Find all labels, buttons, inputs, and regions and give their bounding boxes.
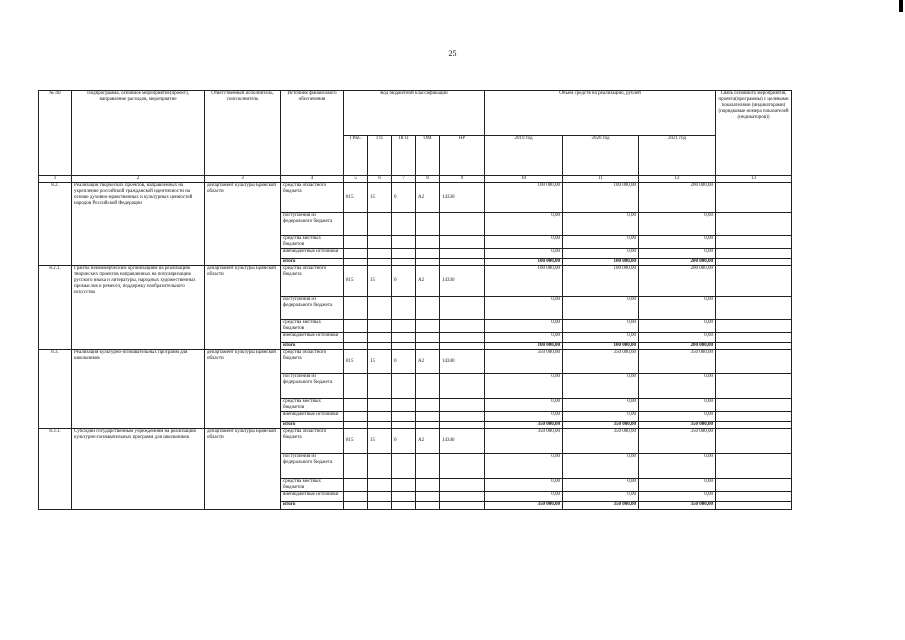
row-value: 100 000,00: [563, 259, 639, 266]
row-code: [344, 333, 368, 343]
row-code: [416, 259, 440, 266]
row-code: [440, 492, 485, 502]
row-code: [368, 399, 392, 412]
column-number: 1: [39, 176, 72, 183]
row-code: [416, 249, 440, 259]
row-code: [368, 412, 392, 422]
row-name: Реализация творческих проектов, направленных на укрепление российской гражданской идентичности на основе духовно-нравственных и культурных ценностей народов Российской Федерации: [72, 183, 205, 266]
row-link: [716, 479, 792, 492]
row-code: [368, 454, 392, 479]
row-link: [716, 249, 792, 259]
row-code: [344, 399, 368, 412]
row-value: 0,00: [485, 297, 563, 320]
row-value: 0,00: [639, 479, 716, 492]
header-kbk-nr: НР: [440, 136, 485, 176]
row-code: [344, 422, 368, 429]
row-code: [368, 422, 392, 429]
row-name: Гранты некоммерческим организациям на реализацию творческих проектов направленных на популяризацию русского языка и литературы, народных художественных промыслов и ремесел, поддержку изобразительного искусства: [72, 266, 205, 350]
row-code: [368, 297, 392, 320]
row-source: средства областного бюджета: [281, 183, 344, 213]
row-code: [344, 374, 368, 399]
row-code: [416, 412, 440, 422]
row-link: [716, 236, 792, 249]
row-code: [416, 343, 440, 350]
row-source: средства местных бюджетов: [281, 320, 344, 333]
row-number: 8.2.: [39, 183, 72, 266]
row-value: 0,00: [639, 320, 716, 333]
row-link: [716, 429, 792, 454]
row-name: Реализация культурно-познавательных программ для школьников: [72, 350, 205, 429]
row-source: средства областного бюджета: [281, 350, 344, 374]
row-code: 14340: [440, 429, 485, 454]
row-link: [716, 399, 792, 412]
row-value: 0,00: [485, 249, 563, 259]
row-code: [440, 333, 485, 343]
row-source: поступления из федерального бюджета: [281, 374, 344, 399]
row-value: 200 000,00: [639, 183, 716, 213]
row-value: 350 000,00: [563, 429, 639, 454]
header-kbk-pgp: ПГП: [392, 136, 416, 176]
row-code: [368, 479, 392, 492]
row-code: [440, 249, 485, 259]
row-source: средства областного бюджета: [281, 429, 344, 454]
row-code: [344, 297, 368, 320]
row-code: [368, 502, 392, 510]
row-value: 100 000,00: [485, 266, 563, 297]
row-code: [416, 399, 440, 412]
column-numbers-row: [39, 176, 792, 183]
row-code: [392, 297, 416, 320]
row-value: 0,00: [485, 213, 563, 236]
row-source: внебюджетные источники: [281, 492, 344, 502]
row-value: 100 000,00: [563, 343, 639, 350]
row-number: 8.3.: [39, 350, 72, 429]
row-value: 350 000,00: [639, 422, 716, 429]
row-code: 815: [344, 266, 368, 297]
row-code: [392, 236, 416, 249]
row-value: 0,00: [639, 297, 716, 320]
row-source: итого: [281, 343, 344, 350]
row-value: 0,00: [639, 492, 716, 502]
row-value: 0,00: [485, 374, 563, 399]
row-value: 0,00: [639, 374, 716, 399]
row-code: [392, 399, 416, 412]
header-year-2021: 2021 год: [639, 136, 716, 176]
row-code: 0: [392, 183, 416, 213]
row-source: средства местных бюджетов: [281, 236, 344, 249]
column-number: 8: [416, 176, 440, 183]
row-code: [392, 454, 416, 479]
row-link: [716, 297, 792, 320]
row-code: 0: [392, 350, 416, 374]
row-link: [716, 343, 792, 350]
row-source: внебюджетные источники: [281, 333, 344, 343]
row-code: [416, 213, 440, 236]
row-code: [392, 492, 416, 502]
row-source: итого: [281, 259, 344, 266]
row-value: 350 000,00: [639, 350, 716, 374]
row-source: поступления из федерального бюджета: [281, 213, 344, 236]
column-number: 4: [281, 176, 344, 183]
row-code: [344, 502, 368, 510]
row-link: [716, 213, 792, 236]
row-code: [368, 320, 392, 333]
row-value: 0,00: [563, 412, 639, 422]
table-row: [39, 266, 792, 297]
row-value: 0,00: [485, 412, 563, 422]
row-number: 8.3.1.: [39, 429, 72, 510]
row-code: [344, 479, 368, 492]
row-value: 350 000,00: [639, 429, 716, 454]
row-code: 14330: [440, 266, 485, 297]
header-year-2019: 2019 год: [485, 136, 563, 176]
row-value: 0,00: [639, 399, 716, 412]
header-kbk-grbs: ГРБС: [344, 136, 368, 176]
row-value: 0,00: [485, 492, 563, 502]
row-value: 350 000,00: [563, 422, 639, 429]
row-code: 15: [368, 429, 392, 454]
row-value: 0,00: [563, 213, 639, 236]
row-code: [440, 236, 485, 249]
header-kbk: Код бюджетной классификации: [344, 91, 485, 136]
row-code: [440, 454, 485, 479]
header-num: № пп: [39, 91, 72, 176]
row-code: 815: [344, 183, 368, 213]
row-value: 0,00: [639, 236, 716, 249]
row-value: 200 000,00: [639, 259, 716, 266]
row-link: [716, 492, 792, 502]
row-link: [716, 333, 792, 343]
table-row: [39, 350, 792, 374]
row-value: 100 000,00: [485, 259, 563, 266]
row-name: Субсидии государственным учреждениям на реализацию культурно-познавательных программ для школьников: [72, 429, 205, 510]
row-code: [392, 502, 416, 510]
row-code: [392, 320, 416, 333]
row-source: поступления из федерального бюджета: [281, 297, 344, 320]
row-code: [416, 374, 440, 399]
row-link: [716, 350, 792, 374]
column-number: 6: [368, 176, 392, 183]
row-code: [392, 213, 416, 236]
row-code: А2: [416, 350, 440, 374]
row-code: [416, 422, 440, 429]
row-code: 15: [368, 350, 392, 374]
row-value: 0,00: [485, 333, 563, 343]
row-code: [344, 249, 368, 259]
row-value: 0,00: [639, 333, 716, 343]
row-code: [392, 343, 416, 350]
row-code: [416, 454, 440, 479]
row-code: А2: [416, 183, 440, 213]
row-link: [716, 454, 792, 479]
row-source: внебюджетные источники: [281, 412, 344, 422]
row-value: 0,00: [563, 492, 639, 502]
row-source: средства местных бюджетов: [281, 399, 344, 412]
row-source: итого: [281, 502, 344, 510]
row-code: [368, 259, 392, 266]
column-number: 9: [440, 176, 485, 183]
table-row: [39, 183, 792, 213]
row-code: [368, 213, 392, 236]
header-kbk-om: ОМ: [416, 136, 440, 176]
row-code: 15: [368, 183, 392, 213]
column-number: 5: [344, 176, 368, 183]
row-code: [392, 422, 416, 429]
row-value: 0,00: [563, 374, 639, 399]
header-source: Источник финансового обеспечения: [281, 91, 344, 176]
table-row: [39, 429, 792, 454]
row-value: 0,00: [485, 454, 563, 479]
row-code: [440, 259, 485, 266]
row-link: [716, 183, 792, 213]
row-value: 0,00: [485, 236, 563, 249]
row-value: 0,00: [639, 249, 716, 259]
row-link: [716, 374, 792, 399]
row-code: [416, 492, 440, 502]
row-source: итого: [281, 422, 344, 429]
row-link: [716, 320, 792, 333]
column-number: 7: [392, 176, 416, 183]
row-link: [716, 266, 792, 297]
row-code: 14340: [440, 350, 485, 374]
row-code: [416, 236, 440, 249]
row-value: 0,00: [485, 320, 563, 333]
row-code: [440, 399, 485, 412]
row-link: [716, 502, 792, 510]
row-code: [416, 333, 440, 343]
row-value: 100 000,00: [563, 266, 639, 297]
row-responsible: департамент культуры Брянской области: [205, 350, 281, 429]
row-code: [368, 343, 392, 350]
row-value: 0,00: [563, 333, 639, 343]
row-code: [344, 320, 368, 333]
row-value: 350 000,00: [485, 502, 563, 510]
row-value: 0,00: [639, 454, 716, 479]
row-value: 0,00: [563, 479, 639, 492]
row-responsible: департамент культуры Брянской области: [205, 183, 281, 266]
column-number: 11: [563, 176, 639, 183]
row-code: 0: [392, 266, 416, 297]
row-code: 815: [344, 429, 368, 454]
row-code: [440, 412, 485, 422]
column-number: 13: [716, 176, 792, 183]
row-value: 350 000,00: [563, 502, 639, 510]
row-source: средства местных бюджетов: [281, 479, 344, 492]
header-volume: Объём средств на реализацию, рублей: [485, 91, 716, 136]
row-value: 100 000,00: [563, 183, 639, 213]
row-value: 0,00: [563, 454, 639, 479]
row-source: средства областного бюджета: [281, 266, 344, 297]
row-code: [368, 249, 392, 259]
row-code: [392, 412, 416, 422]
page-edge-mark: [899, 0, 903, 12]
row-value: 350 000,00: [485, 422, 563, 429]
row-code: [344, 213, 368, 236]
column-number: 12: [639, 176, 716, 183]
row-code: [344, 259, 368, 266]
row-responsible: департамент культуры Брянской области: [205, 266, 281, 350]
row-value: 350 000,00: [485, 350, 563, 374]
row-code: [368, 333, 392, 343]
row-code: [440, 297, 485, 320]
row-code: [392, 333, 416, 343]
row-code: [392, 374, 416, 399]
row-value: 0,00: [563, 399, 639, 412]
row-code: [344, 236, 368, 249]
column-number: 3: [205, 176, 281, 183]
row-value: 0,00: [639, 412, 716, 422]
row-value: 100 000,00: [485, 343, 563, 350]
column-number: 10: [485, 176, 563, 183]
row-link: [716, 422, 792, 429]
row-code: [344, 412, 368, 422]
row-number: 8.2.1.: [39, 266, 72, 350]
row-code: [368, 236, 392, 249]
row-code: [344, 343, 368, 350]
row-value: 0,00: [563, 249, 639, 259]
row-code: [344, 492, 368, 502]
row-code: [440, 479, 485, 492]
row-code: [416, 479, 440, 492]
header-year-2020: 2020 год: [563, 136, 639, 176]
row-code: [440, 343, 485, 350]
row-link: [716, 412, 792, 422]
row-code: 15: [368, 266, 392, 297]
row-value: 200 000,00: [639, 343, 716, 350]
budget-table: [38, 90, 792, 510]
row-code: 14330: [440, 183, 485, 213]
row-value: 0,00: [639, 213, 716, 236]
row-code: [368, 374, 392, 399]
row-code: [440, 213, 485, 236]
page-number: 25: [448, 49, 457, 58]
row-value: 0,00: [485, 479, 563, 492]
header-kbk-gp: ГП: [368, 136, 392, 176]
row-code: [368, 492, 392, 502]
row-source: внебюджетные источники: [281, 249, 344, 259]
row-code: [416, 297, 440, 320]
row-value: 350 000,00: [485, 429, 563, 454]
row-code: А2: [416, 429, 440, 454]
header-name: Подпрограмма, основное мероприятие(проект), направление расходов, мероприятие: [72, 91, 205, 176]
row-code: [344, 454, 368, 479]
row-code: [416, 502, 440, 510]
row-value: 100 000,00: [485, 183, 563, 213]
row-code: [416, 320, 440, 333]
header-responsible: Ответственный исполнитель, соисполнитель: [205, 91, 281, 176]
column-number: 2: [72, 176, 205, 183]
row-code: [440, 374, 485, 399]
row-source: поступления из федерального бюджета: [281, 454, 344, 479]
row-code: А2: [416, 266, 440, 297]
row-code: 815: [344, 350, 368, 374]
header-link: Связь основного мероприятия, проекта(программы) с целевыми показателями (индикаторами) (порядковые номера показателей (индикаторов)): [716, 91, 792, 176]
row-code: 0: [392, 429, 416, 454]
row-code: [392, 479, 416, 492]
row-value: 0,00: [563, 297, 639, 320]
row-code: [440, 422, 485, 429]
row-value: 0,00: [563, 320, 639, 333]
row-value: 0,00: [485, 399, 563, 412]
row-value: 200 000,00: [639, 266, 716, 297]
row-code: [440, 320, 485, 333]
row-code: [440, 502, 485, 510]
row-value: 0,00: [563, 236, 639, 249]
row-value: 350 000,00: [639, 502, 716, 510]
row-responsible: департамент культуры Брянской области: [205, 429, 281, 510]
row-link: [716, 259, 792, 266]
row-code: [392, 259, 416, 266]
row-value: 350 000,00: [563, 350, 639, 374]
row-code: [392, 249, 416, 259]
